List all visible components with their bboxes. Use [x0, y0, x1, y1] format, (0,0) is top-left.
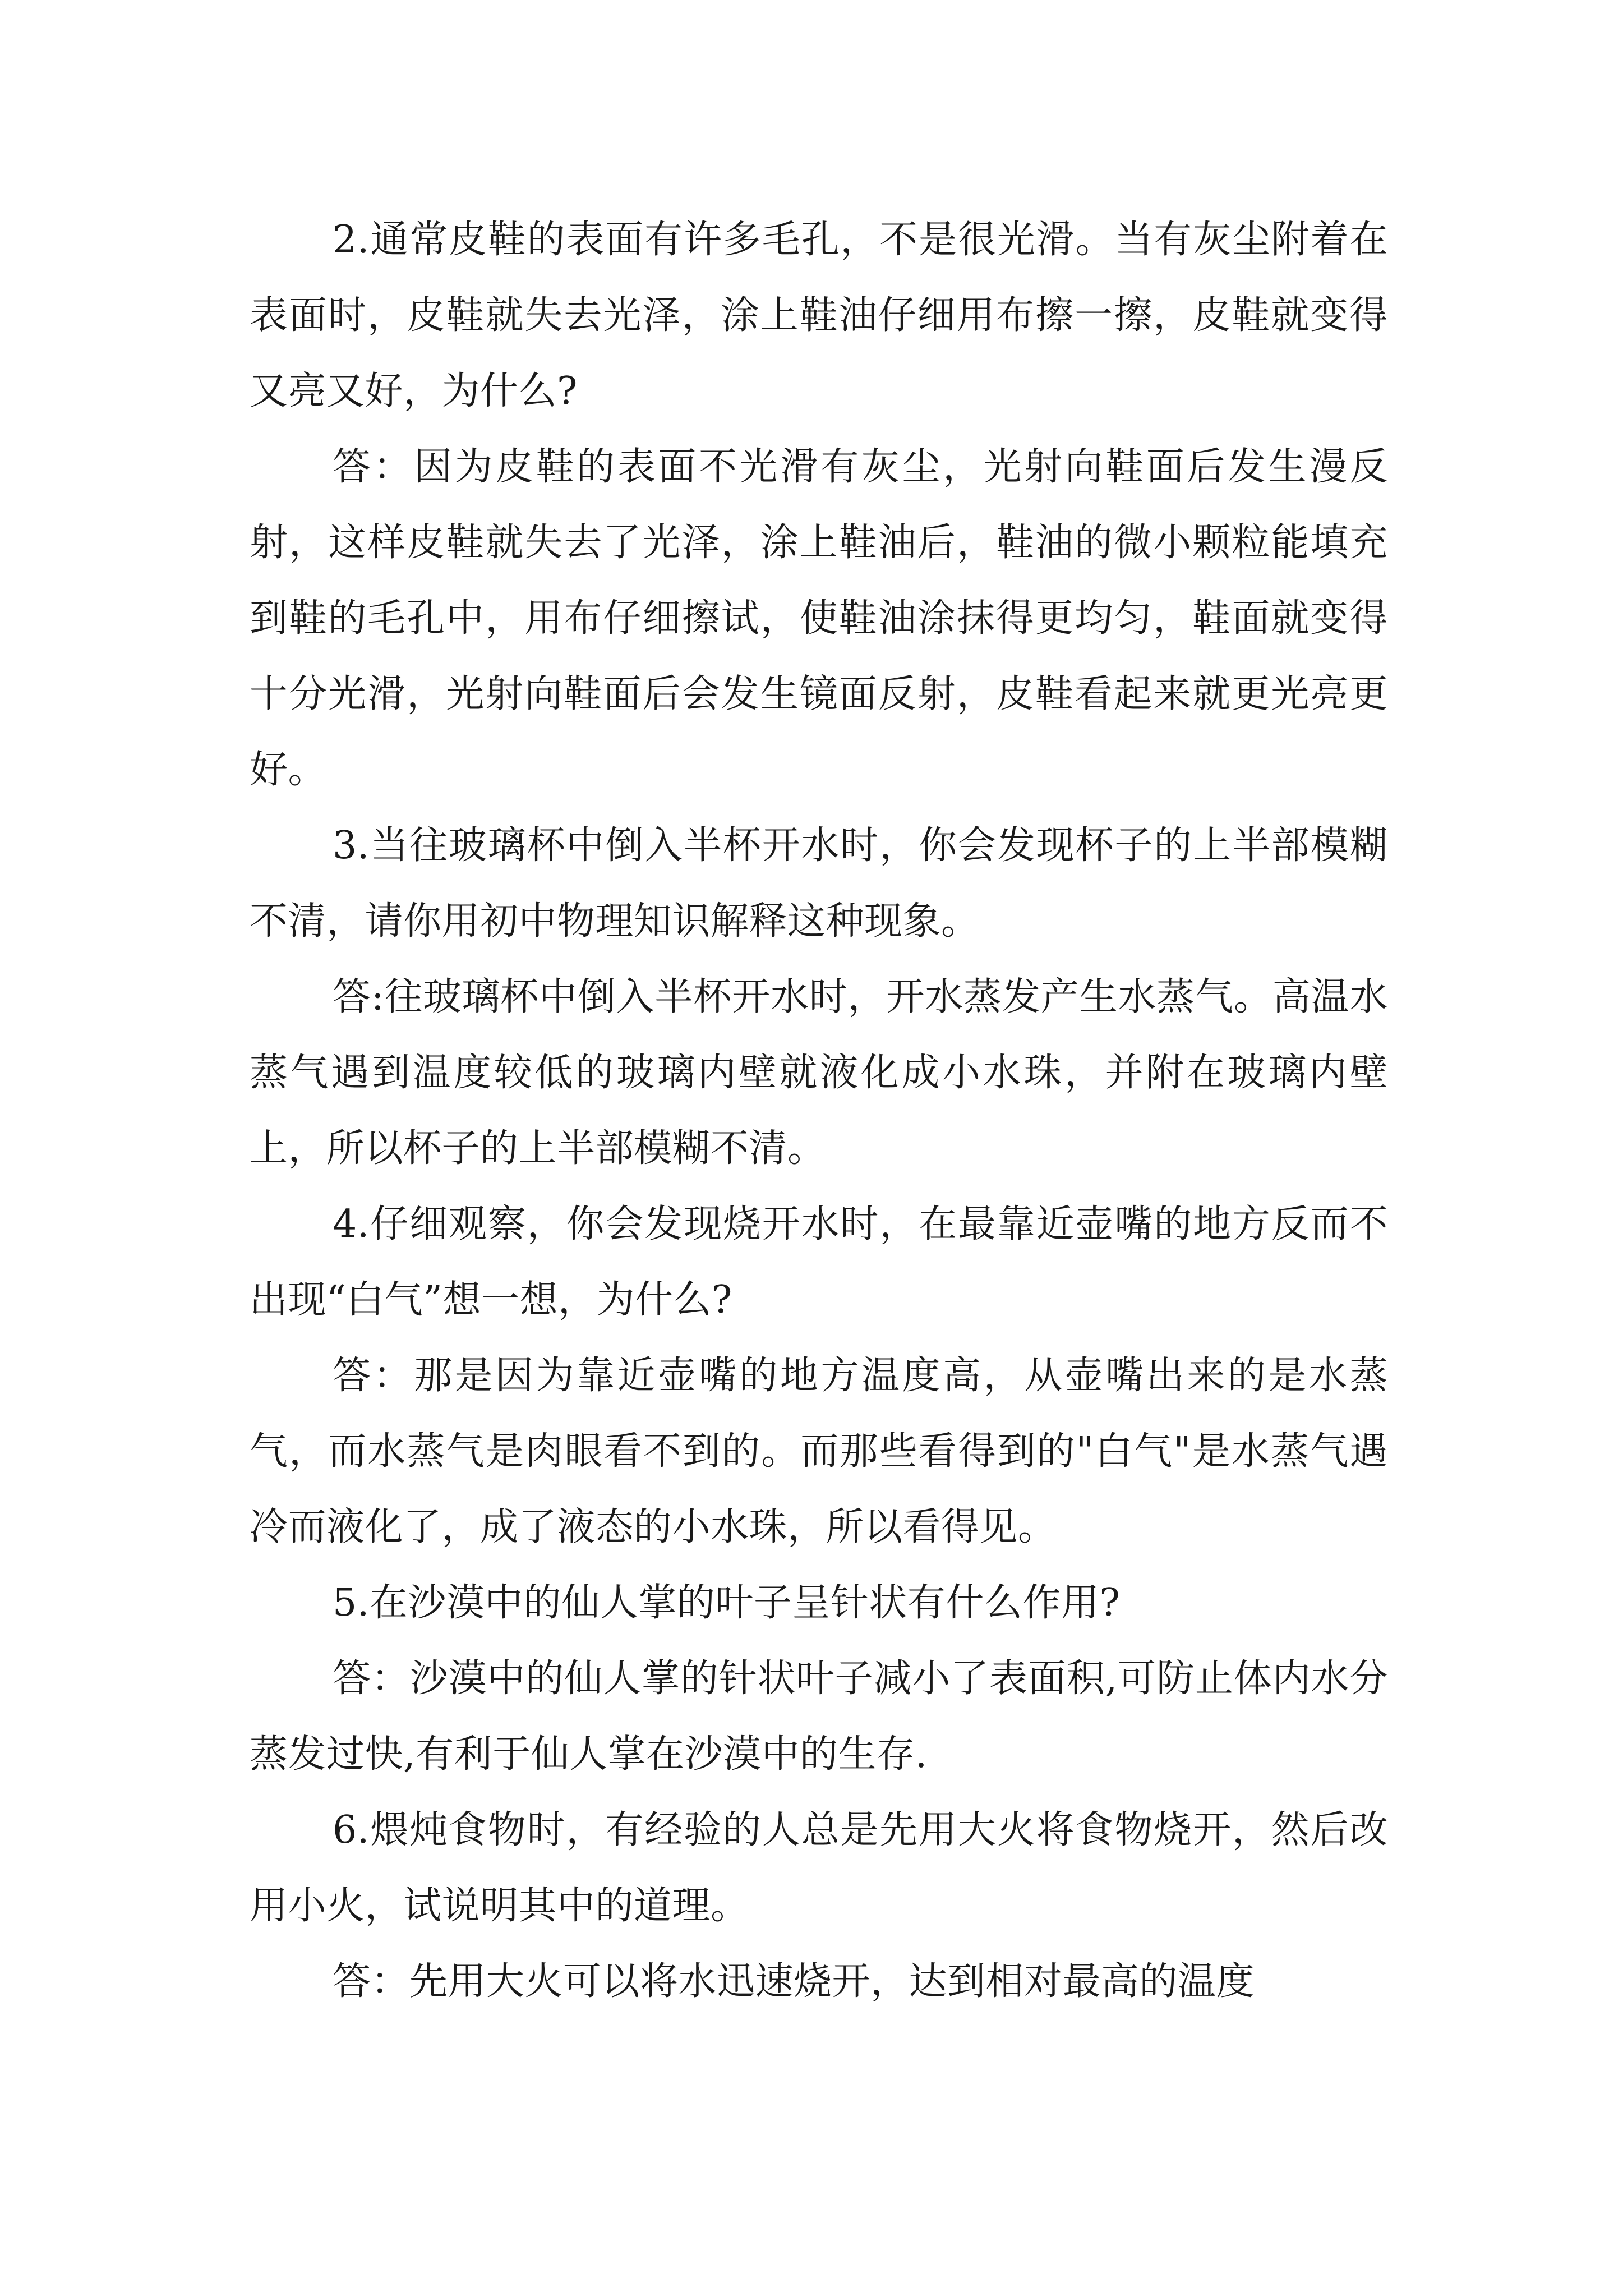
- question-6: 6.煨炖食物时，有经验的人总是先用大火将食物烧开，然后改用小火，试说明其中的道理。: [250, 1808, 1388, 1928]
- answer-2: 答：因为皮鞋的表面不光滑有灰尘，光射向鞋面后发生漫反射，这样皮鞋就失去了光泽，涂上鞋油后，鞋油的微小颗粒能填充到鞋的毛孔中，用布仔细擦试，使鞋油涂抹得更均匀，鞋面就变得十分光滑，光射向鞋面后会发生镜面反射，皮鞋看起来就更光亮更好。: [250, 445, 1388, 792]
- question-4: 4.仔细观察，你会发现烧开水时，在最靠近壶嘴的地方反而不出现“白气”想一想，为什么?: [250, 1202, 1388, 1322]
- answer-6: 答：先用大火可以将水迅速烧开，达到相对最高的温度: [333, 1959, 1255, 2004]
- question-2: 2.通常皮鞋的表面有许多毛孔，不是很光滑。当有灰尘附着在表面时，皮鞋就失去光泽，涂上鞋油仔细用布擦一擦，皮鞋就变得又亮又好，为什么?: [250, 218, 1388, 413]
- document-body: [250, 202, 1388, 2019]
- answer-5: 答：沙漠中的仙人掌的针状叶子减小了表面积,可防止体内水分蒸发过快,有利于仙人掌在沙漠中的生存.: [250, 1657, 1388, 1777]
- question-3: 3.当往玻璃杯中倒入半杯开水时，你会发现杯子的上半部模糊不清，请你用初中物理知识解释这种现象。: [250, 823, 1388, 944]
- answer-3: 答:往玻璃杯中倒入半杯开水时，开水蒸发产生水蒸气。高温水蒸气遇到温度较低的玻璃内壁就液化成小水珠，并附在玻璃内壁上，所以杯子的上半部模糊不清。: [250, 975, 1388, 1171]
- answer-4: 答：那是因为靠近壶嘴的地方温度高，从壶嘴出来的是水蒸气，而水蒸气是肉眼看不到的。而那些看得到的"白气"是水蒸气遇冷而液化了，成了液态的小水珠，所以看得见。: [250, 1354, 1388, 1549]
- question-5: 5.在沙漠中的仙人掌的叶子呈针状有什么作用?: [333, 1581, 1121, 1625]
